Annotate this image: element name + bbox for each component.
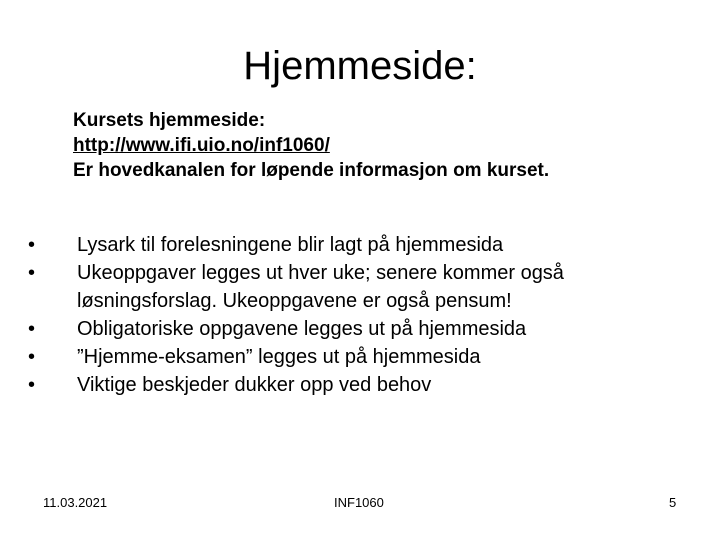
bullet-item: [28, 259, 708, 315]
footer-date: 11.03.2021: [43, 495, 108, 510]
bullet-icon: •: [28, 234, 36, 256]
bullet-icon: •: [28, 262, 36, 284]
bullet-item: [28, 231, 708, 259]
bullet-text: ”Hjemme-eksamen” legges ut på hjemmesida: [77, 346, 481, 368]
intro-heading: Kursets hjemmeside:: [73, 110, 266, 131]
slide-title: Hjemmeside:: [243, 44, 477, 88]
intro-block: [73, 108, 693, 183]
bullet-text: Viktige beskjeder dukker opp ved behov: [77, 374, 432, 396]
bullet-text: Ukeoppgaver legges ut hver uke; senere kommer også: [77, 262, 564, 284]
bullet-icon: •: [28, 346, 36, 368]
course-homepage-link[interactable]: http://www.ifi.uio.no/inf1060/: [73, 135, 330, 156]
bullet-item: [28, 371, 708, 399]
bullet-text: Obligatoriske oppgavene legges ut på hjemmesida: [77, 318, 527, 340]
bullet-list: [28, 231, 708, 399]
bullet-text: Lysark til forelesningene blir lagt på hjemmesida: [77, 234, 504, 256]
bullet-text-continued: løsningsforslag. Ukeoppgavene er også pensum!: [77, 290, 512, 312]
footer-page-number: 5: [669, 495, 677, 510]
bullet-icon: •: [28, 374, 36, 396]
bullet-item: [28, 343, 708, 371]
footer-course-code: INF1060: [334, 495, 384, 510]
bullet-icon: •: [28, 318, 36, 340]
intro-description: Er hovedkanalen for løpende informasjon om kurset.: [73, 160, 550, 181]
bullet-item: [28, 315, 708, 343]
